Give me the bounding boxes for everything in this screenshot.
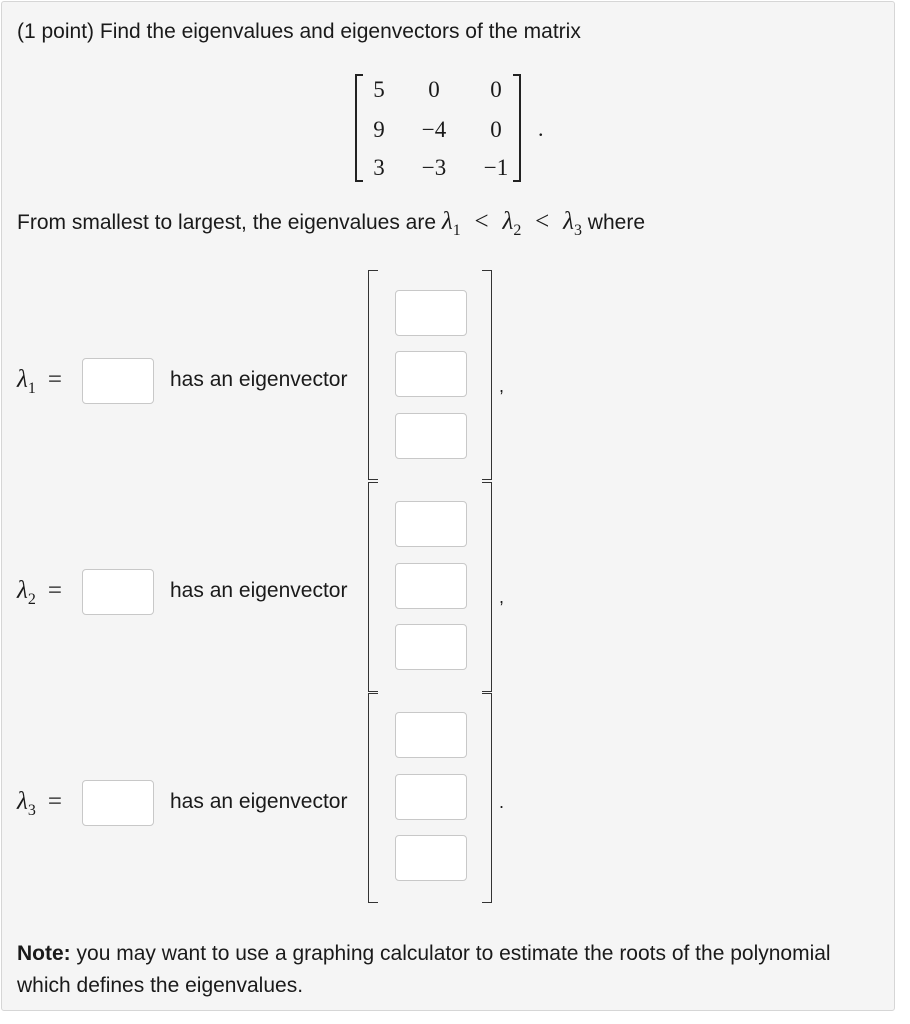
eigenvector-2-input-1[interactable] (395, 501, 467, 547)
vector-1-left-bracket (368, 270, 378, 480)
vector-3-left-bracket (368, 693, 378, 903)
vector-1-right-bracket (482, 270, 492, 480)
matrix-cell: −1 (483, 155, 509, 180)
matrix-cell: 9 (373, 117, 385, 142)
vector-2-left-bracket (368, 482, 378, 692)
vector-2-right-bracket (482, 482, 492, 692)
note-label: Note: (17, 942, 71, 965)
lambda-3-label: $\lambda_3$ = (17, 788, 62, 819)
matrix-cell: 3 (373, 155, 385, 180)
matrix-cell: 0 (490, 117, 502, 142)
eigenvector-2-input-2[interactable] (395, 563, 467, 609)
less-than-sign: < (535, 208, 550, 235)
vector-2-terminator: , (499, 587, 505, 607)
eigenvector-1-input-1[interactable] (395, 290, 467, 336)
where-label: where (587, 211, 645, 234)
note-text: you may want to use a graphing calculator to estimate the roots of the polynomial which defines the eigenvalues. (17, 942, 831, 997)
eigenvector-1-input-2[interactable] (395, 351, 467, 397)
lambda-1-label: $\lambda_1$ = (17, 366, 62, 397)
eigenvector-label: has an eigenvector (170, 579, 348, 602)
lambda-3-symbol: $\lambda_3$ (563, 208, 582, 239)
vector-3-terminator: . (499, 792, 505, 812)
matrix-cell: 0 (428, 77, 440, 102)
problem-prompt: (1 point) Find the eigenvalues and eigenvectors of the matrix (17, 20, 581, 43)
lambda-2-label: $\lambda_2$ = (17, 577, 62, 608)
lambda-1-symbol: $\lambda_1$ (441, 208, 461, 239)
note (17, 938, 877, 1002)
less-than-sign: < (474, 208, 489, 235)
eigenvalue-order-text (17, 208, 645, 239)
matrix-cell: −4 (421, 117, 447, 142)
order-label: From smallest to largest, the eigenvalues are (17, 211, 437, 234)
eigenvector-3-input-2[interactable] (395, 774, 467, 820)
eigenvector-3-input-1[interactable] (395, 712, 467, 758)
problem-panel (1, 1, 895, 1011)
eigenvector-3-input-3[interactable] (395, 835, 467, 881)
eigenvector-1-input-3[interactable] (395, 413, 467, 459)
eigenvector-label: has an eigenvector (170, 790, 348, 813)
matrix-cell: 5 (373, 77, 385, 102)
lambda-3-input[interactable] (82, 780, 154, 826)
lambda-2-input[interactable] (82, 569, 154, 615)
eigenvector-2-input-3[interactable] (395, 624, 467, 670)
lambda-2-symbol: $\lambda_2$ (502, 208, 522, 239)
matrix-terminator: . (538, 116, 544, 141)
matrix-cell: 0 (490, 77, 502, 102)
matrix-cell: −3 (421, 155, 447, 180)
eigenvector-label: has an eigenvector (170, 368, 348, 391)
lambda-1-input[interactable] (82, 358, 154, 404)
vector-1-terminator: , (499, 376, 505, 396)
vector-3-right-bracket (482, 693, 492, 903)
